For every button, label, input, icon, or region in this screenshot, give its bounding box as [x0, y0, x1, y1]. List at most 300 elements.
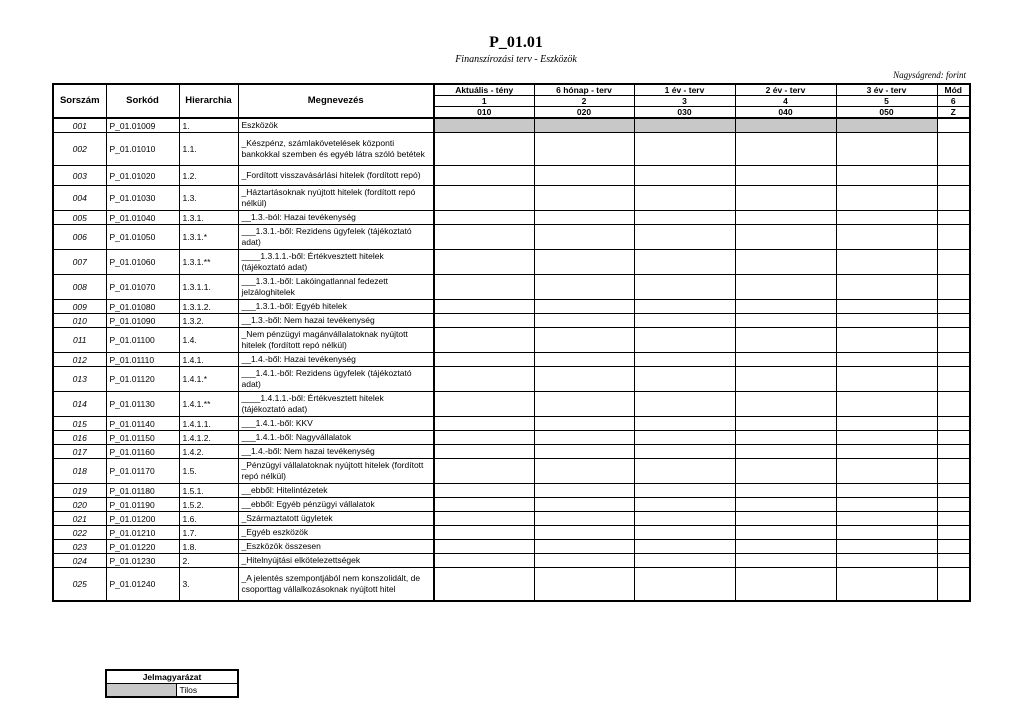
row-name: __1.3.-ból: Hazai tevékenység	[238, 211, 434, 225]
value-cell[interactable]	[434, 186, 534, 211]
value-cell[interactable]	[735, 540, 836, 554]
value-cell[interactable]	[937, 367, 970, 392]
value-cell[interactable]	[937, 568, 970, 601]
value-cell[interactable]	[836, 417, 937, 431]
row-hierarchy: 3.	[179, 568, 238, 601]
value-cell[interactable]	[534, 225, 634, 250]
table-row	[53, 353, 970, 367]
table-row	[53, 250, 970, 275]
value-cell[interactable]	[735, 367, 836, 392]
row-hierarchy: 1.5.	[179, 459, 238, 484]
value-cell[interactable]	[634, 250, 735, 275]
table-row	[53, 367, 970, 392]
table-row	[53, 275, 970, 300]
table-row	[53, 526, 970, 540]
row-hierarchy: 1.4.2.	[179, 445, 238, 459]
value-cell[interactable]	[836, 554, 937, 568]
row-serial: 007	[53, 250, 106, 275]
row-code: P_01.01200	[106, 512, 179, 526]
row-name: _Fordított visszavásárlási hitelek (fordított repó)	[238, 166, 434, 186]
value-cell[interactable]	[836, 225, 937, 250]
value-cell[interactable]	[634, 568, 735, 601]
col-header-code: 030	[634, 107, 735, 119]
row-serial: 020	[53, 498, 106, 512]
col-header-label: 2 év - terv	[735, 84, 836, 96]
value-cell[interactable]	[434, 554, 534, 568]
table-row	[53, 225, 970, 250]
value-cell[interactable]	[434, 392, 534, 417]
value-cell[interactable]	[735, 526, 836, 540]
legend-title: Jelmagyarázat	[106, 670, 238, 684]
row-code: P_01.01220	[106, 540, 179, 554]
row-serial: 018	[53, 459, 106, 484]
row-serial: 013	[53, 367, 106, 392]
col-header-label: 1 év - terv	[634, 84, 735, 96]
row-name: ___1.4.1.-ből: Rezidens ügyfelek (tájékoztató adat)	[238, 367, 434, 392]
table-row	[53, 417, 970, 431]
value-cell[interactable]	[836, 314, 937, 328]
value-cell[interactable]	[937, 526, 970, 540]
row-serial: 019	[53, 484, 106, 498]
col-header-num: 4	[735, 96, 836, 107]
value-cell[interactable]	[735, 353, 836, 367]
table-row	[53, 314, 970, 328]
row-name: _Készpénz, számlakövetelések központi bankokkal szemben és egyéb látra szóló betétek	[238, 133, 434, 166]
row-name: __1.4.-ből: Hazai tevékenység	[238, 353, 434, 367]
legend-swatch	[106, 684, 176, 698]
row-code: P_01.01160	[106, 445, 179, 459]
value-cell[interactable]	[534, 186, 634, 211]
row-hierarchy: 1.4.1.**	[179, 392, 238, 417]
row-name: ___1.4.1.-ből: KKV	[238, 417, 434, 431]
table-row	[53, 445, 970, 459]
table-row	[53, 186, 970, 211]
row-serial: 014	[53, 392, 106, 417]
value-cell[interactable]	[434, 445, 534, 459]
col-header-num: 2	[534, 96, 634, 107]
value-cell[interactable]	[534, 250, 634, 275]
row-name: ___1.3.1.-ből: Egyéb hitelek	[238, 300, 434, 314]
value-cell[interactable]	[434, 431, 534, 445]
value-cell[interactable]	[735, 166, 836, 186]
value-cell[interactable]	[634, 554, 735, 568]
table-row	[53, 133, 970, 166]
value-cell[interactable]	[836, 186, 937, 211]
row-name: __1.3.-ből: Nem hazai tevékenység	[238, 314, 434, 328]
value-cell[interactable]	[836, 367, 937, 392]
value-cell[interactable]	[836, 328, 937, 353]
value-cell[interactable]	[937, 166, 970, 186]
header-sorkod: Sorkód	[106, 84, 179, 118]
table-row	[53, 512, 970, 526]
row-code: P_01.01180	[106, 484, 179, 498]
value-cell[interactable]	[434, 300, 534, 314]
row-hierarchy: 1.4.	[179, 328, 238, 353]
value-cell[interactable]	[634, 211, 735, 225]
value-cell[interactable]	[937, 275, 970, 300]
value-cell[interactable]	[836, 250, 937, 275]
header-megnevezes: Megnevezés	[238, 84, 434, 118]
row-serial: 017	[53, 445, 106, 459]
row-name: ___1.3.1.-ből: Rezidens ügyfelek (tájékoztató adat)	[238, 225, 434, 250]
value-cell[interactable]	[534, 166, 634, 186]
value-cell[interactable]	[937, 417, 970, 431]
value-cell	[836, 118, 937, 133]
row-serial: 023	[53, 540, 106, 554]
table-row	[53, 300, 970, 314]
value-cell[interactable]	[836, 498, 937, 512]
value-cell[interactable]	[534, 314, 634, 328]
value-cell[interactable]	[434, 484, 534, 498]
row-hierarchy: 1.3.1.	[179, 211, 238, 225]
row-serial: 024	[53, 554, 106, 568]
value-cell[interactable]	[735, 275, 836, 300]
row-serial: 016	[53, 431, 106, 445]
row-code: P_01.01009	[106, 118, 179, 133]
value-cell[interactable]	[937, 353, 970, 367]
value-cell[interactable]	[434, 459, 534, 484]
value-cell[interactable]	[836, 133, 937, 166]
row-serial: 009	[53, 300, 106, 314]
row-name: _Háztartásoknak nyújtott hitelek (fordított repó nélkül)	[238, 186, 434, 211]
value-cell[interactable]	[735, 512, 836, 526]
row-serial: 003	[53, 166, 106, 186]
value-cell[interactable]	[434, 275, 534, 300]
row-code: P_01.01030	[106, 186, 179, 211]
row-code: P_01.01060	[106, 250, 179, 275]
value-cell[interactable]	[534, 417, 634, 431]
value-cell[interactable]	[937, 328, 970, 353]
report-table	[52, 83, 971, 602]
row-hierarchy: 1.8.	[179, 540, 238, 554]
value-cell[interactable]	[634, 314, 735, 328]
value-cell[interactable]	[534, 459, 634, 484]
row-name: _Nem pénzügyi magánvállalatoknak nyújtott hitelek (fordított repó nélkül)	[238, 328, 434, 353]
table-row	[53, 431, 970, 445]
value-cell[interactable]	[634, 540, 735, 554]
value-cell[interactable]	[534, 484, 634, 498]
value-cell[interactable]	[735, 314, 836, 328]
legend-table	[105, 669, 239, 698]
row-code: P_01.01120	[106, 367, 179, 392]
row-code: P_01.01130	[106, 392, 179, 417]
row-hierarchy: 1.3.2.	[179, 314, 238, 328]
value-cell[interactable]	[534, 568, 634, 601]
value-cell[interactable]	[534, 498, 634, 512]
value-cell[interactable]	[735, 328, 836, 353]
value-cell[interactable]	[634, 166, 735, 186]
row-name: __ebből: Egyéb pénzügyi vállalatok	[238, 498, 434, 512]
row-hierarchy: 1.3.1.1.	[179, 275, 238, 300]
value-cell[interactable]	[434, 211, 534, 225]
table-row	[53, 166, 970, 186]
row-name: __1.4.-ből: Nem hazai tevékenység	[238, 445, 434, 459]
value-cell[interactable]	[836, 275, 937, 300]
value-cell[interactable]	[836, 526, 937, 540]
row-serial: 002	[53, 133, 106, 166]
table-row	[53, 459, 970, 484]
value-cell[interactable]	[937, 225, 970, 250]
row-code: P_01.01020	[106, 166, 179, 186]
value-cell	[634, 118, 735, 133]
value-cell[interactable]	[434, 166, 534, 186]
value-cell[interactable]	[836, 459, 937, 484]
table-row	[53, 118, 970, 133]
row-name: ____1.4.1.1.-ből: Értékvesztett hitelek (tájékoztató adat)	[238, 392, 434, 417]
report-title: P_01.01	[489, 34, 543, 51]
value-cell	[937, 118, 970, 133]
value-cell[interactable]	[634, 417, 735, 431]
table-row	[53, 392, 970, 417]
value-cell[interactable]	[434, 526, 534, 540]
value-cell[interactable]	[634, 328, 735, 353]
value-cell[interactable]	[634, 367, 735, 392]
value-cell[interactable]	[735, 300, 836, 314]
row-serial: 004	[53, 186, 106, 211]
row-serial: 021	[53, 512, 106, 526]
col-header-label: 6 hónap - terv	[534, 84, 634, 96]
row-code: P_01.01090	[106, 314, 179, 328]
row-code: P_01.01210	[106, 526, 179, 540]
value-cell[interactable]	[937, 459, 970, 484]
value-cell[interactable]	[836, 512, 937, 526]
value-cell[interactable]	[534, 353, 634, 367]
row-code: P_01.01080	[106, 300, 179, 314]
value-cell[interactable]	[937, 186, 970, 211]
value-cell[interactable]	[634, 512, 735, 526]
value-cell[interactable]	[735, 459, 836, 484]
col-header-label: Aktuális - tény	[434, 84, 534, 96]
value-cell[interactable]	[434, 353, 534, 367]
row-serial: 025	[53, 568, 106, 601]
value-cell[interactable]	[534, 526, 634, 540]
value-cell[interactable]	[434, 133, 534, 166]
value-cell[interactable]	[937, 133, 970, 166]
row-code: P_01.01140	[106, 417, 179, 431]
value-cell[interactable]	[434, 417, 534, 431]
value-cell[interactable]	[836, 431, 937, 445]
value-cell[interactable]	[634, 133, 735, 166]
col-header-num: 5	[836, 96, 937, 107]
value-cell[interactable]	[836, 211, 937, 225]
value-cell[interactable]	[735, 417, 836, 431]
value-cell[interactable]	[937, 445, 970, 459]
value-cell[interactable]	[534, 367, 634, 392]
value-cell[interactable]	[534, 554, 634, 568]
value-cell[interactable]	[735, 568, 836, 601]
row-name: _Eszközök összesen	[238, 540, 434, 554]
row-hierarchy: 1.	[179, 118, 238, 133]
value-cell[interactable]	[634, 353, 735, 367]
value-cell[interactable]	[534, 540, 634, 554]
value-cell[interactable]	[836, 484, 937, 498]
table-row	[53, 540, 970, 554]
row-serial: 015	[53, 417, 106, 431]
value-cell	[434, 118, 534, 133]
report-subtitle: Finanszírozási terv - Eszközök	[455, 54, 577, 65]
value-cell[interactable]	[434, 367, 534, 392]
value-cell[interactable]	[735, 225, 836, 250]
value-cell[interactable]	[937, 392, 970, 417]
value-cell[interactable]	[735, 431, 836, 445]
value-cell[interactable]	[534, 512, 634, 526]
value-cell[interactable]	[634, 526, 735, 540]
row-hierarchy: 1.1.	[179, 133, 238, 166]
row-hierarchy: 1.5.2.	[179, 498, 238, 512]
value-cell[interactable]	[634, 392, 735, 417]
row-serial: 010	[53, 314, 106, 328]
row-name: _Származtatott ügyletek	[238, 512, 434, 526]
row-name: Eszközök	[238, 118, 434, 133]
value-cell[interactable]	[937, 484, 970, 498]
value-cell[interactable]	[735, 392, 836, 417]
value-cell[interactable]	[836, 392, 937, 417]
value-cell[interactable]	[735, 498, 836, 512]
value-cell[interactable]	[434, 314, 534, 328]
row-name: ___1.4.1.-ből: Nagyvállalatok	[238, 431, 434, 445]
value-cell[interactable]	[937, 512, 970, 526]
value-cell[interactable]	[534, 300, 634, 314]
value-cell[interactable]	[735, 186, 836, 211]
value-cell[interactable]	[836, 445, 937, 459]
value-cell[interactable]	[534, 133, 634, 166]
value-cell[interactable]	[634, 484, 735, 498]
table-row	[53, 211, 970, 225]
row-name: __ebből: Hitelintézetek	[238, 484, 434, 498]
value-cell[interactable]	[434, 512, 534, 526]
row-hierarchy: 1.3.1.**	[179, 250, 238, 275]
value-cell[interactable]	[937, 300, 970, 314]
row-hierarchy: 1.4.1.1.	[179, 417, 238, 431]
value-cell[interactable]	[937, 554, 970, 568]
col-header-num: 6	[937, 96, 970, 107]
value-cell[interactable]	[836, 166, 937, 186]
value-cell[interactable]	[735, 133, 836, 166]
value-cell[interactable]	[836, 540, 937, 554]
row-serial: 022	[53, 526, 106, 540]
row-code: P_01.01230	[106, 554, 179, 568]
row-code: P_01.01110	[106, 353, 179, 367]
col-header-code: 010	[434, 107, 534, 119]
row-code: P_01.01070	[106, 275, 179, 300]
value-cell[interactable]	[735, 250, 836, 275]
header-sorszam: Sorszám	[53, 84, 106, 118]
value-cell[interactable]	[836, 568, 937, 601]
value-cell[interactable]	[735, 445, 836, 459]
value-cell[interactable]	[534, 445, 634, 459]
table-row	[53, 498, 970, 512]
row-hierarchy: 1.3.1.2.	[179, 300, 238, 314]
value-cell[interactable]	[534, 431, 634, 445]
row-hierarchy: 1.7.	[179, 526, 238, 540]
row-name: ___1.3.1.-ből: Lakóingatlannal fedezett jelzáloghitelek	[238, 275, 434, 300]
row-code: P_01.01190	[106, 498, 179, 512]
col-header-code: Z	[937, 107, 970, 119]
legend-label: Tilos	[176, 684, 238, 698]
col-header-code: 020	[534, 107, 634, 119]
value-cell[interactable]	[735, 211, 836, 225]
row-serial: 011	[53, 328, 106, 353]
unit-note: Nagyságrend: forint	[893, 70, 966, 80]
value-cell[interactable]	[434, 498, 534, 512]
value-cell[interactable]	[634, 498, 735, 512]
value-cell[interactable]	[534, 392, 634, 417]
value-cell	[534, 118, 634, 133]
value-cell	[735, 118, 836, 133]
table-body	[53, 118, 970, 601]
row-hierarchy: 1.2.	[179, 166, 238, 186]
header-hierarchia: Hierarchia	[179, 84, 238, 118]
value-cell[interactable]	[634, 459, 735, 484]
row-code: P_01.01010	[106, 133, 179, 166]
row-hierarchy: 2.	[179, 554, 238, 568]
row-hierarchy: 1.3.1.*	[179, 225, 238, 250]
value-cell[interactable]	[937, 431, 970, 445]
row-name: _Pénzügyi vállalatoknak nyújtott hitelek (fordított repó nélkül)	[238, 459, 434, 484]
row-code: P_01.01170	[106, 459, 179, 484]
value-cell[interactable]	[937, 250, 970, 275]
row-serial: 012	[53, 353, 106, 367]
row-name: _A jelentés szempontjából nem konszolidált, de csoporttag vállalkozásoknak nyújtott hitel	[238, 568, 434, 601]
row-serial: 005	[53, 211, 106, 225]
value-cell[interactable]	[434, 540, 534, 554]
value-cell[interactable]	[836, 300, 937, 314]
value-cell[interactable]	[434, 328, 534, 353]
value-cell[interactable]	[634, 445, 735, 459]
value-cell[interactable]	[735, 554, 836, 568]
row-serial: 008	[53, 275, 106, 300]
value-cell[interactable]	[534, 328, 634, 353]
row-name: _Hitelnyújtási elkötelezettségek	[238, 554, 434, 568]
value-cell[interactable]	[937, 211, 970, 225]
row-code: P_01.01240	[106, 568, 179, 601]
value-cell[interactable]	[634, 300, 735, 314]
row-code: P_01.01100	[106, 328, 179, 353]
value-cell[interactable]	[434, 250, 534, 275]
value-cell[interactable]	[634, 186, 735, 211]
value-cell[interactable]	[937, 540, 970, 554]
row-name: ____1.3.1.1.-ből: Értékvesztett hitelek (tájékoztató adat)	[238, 250, 434, 275]
row-serial: 001	[53, 118, 106, 133]
row-code: P_01.01150	[106, 431, 179, 445]
row-hierarchy: 1.6.	[179, 512, 238, 526]
row-hierarchy: 1.4.1.	[179, 353, 238, 367]
value-cell[interactable]	[937, 498, 970, 512]
table-row	[53, 568, 970, 601]
value-cell[interactable]	[634, 275, 735, 300]
value-cell[interactable]	[634, 431, 735, 445]
table-row	[53, 554, 970, 568]
value-cell[interactable]	[937, 314, 970, 328]
row-hierarchy: 1.5.1.	[179, 484, 238, 498]
value-cell[interactable]	[534, 211, 634, 225]
value-cell[interactable]	[634, 225, 735, 250]
row-hierarchy: 1.3.	[179, 186, 238, 211]
value-cell[interactable]	[534, 275, 634, 300]
col-header-label: 3 év - terv	[836, 84, 937, 96]
col-header-code: 050	[836, 107, 937, 119]
row-name: _Egyéb eszközök	[238, 526, 434, 540]
table-row	[53, 328, 970, 353]
row-code: P_01.01040	[106, 211, 179, 225]
col-header-num: 3	[634, 96, 735, 107]
row-hierarchy: 1.4.1.*	[179, 367, 238, 392]
value-cell[interactable]	[434, 225, 534, 250]
col-header-num: 1	[434, 96, 534, 107]
value-cell[interactable]	[735, 484, 836, 498]
value-cell[interactable]	[836, 353, 937, 367]
value-cell[interactable]	[434, 568, 534, 601]
